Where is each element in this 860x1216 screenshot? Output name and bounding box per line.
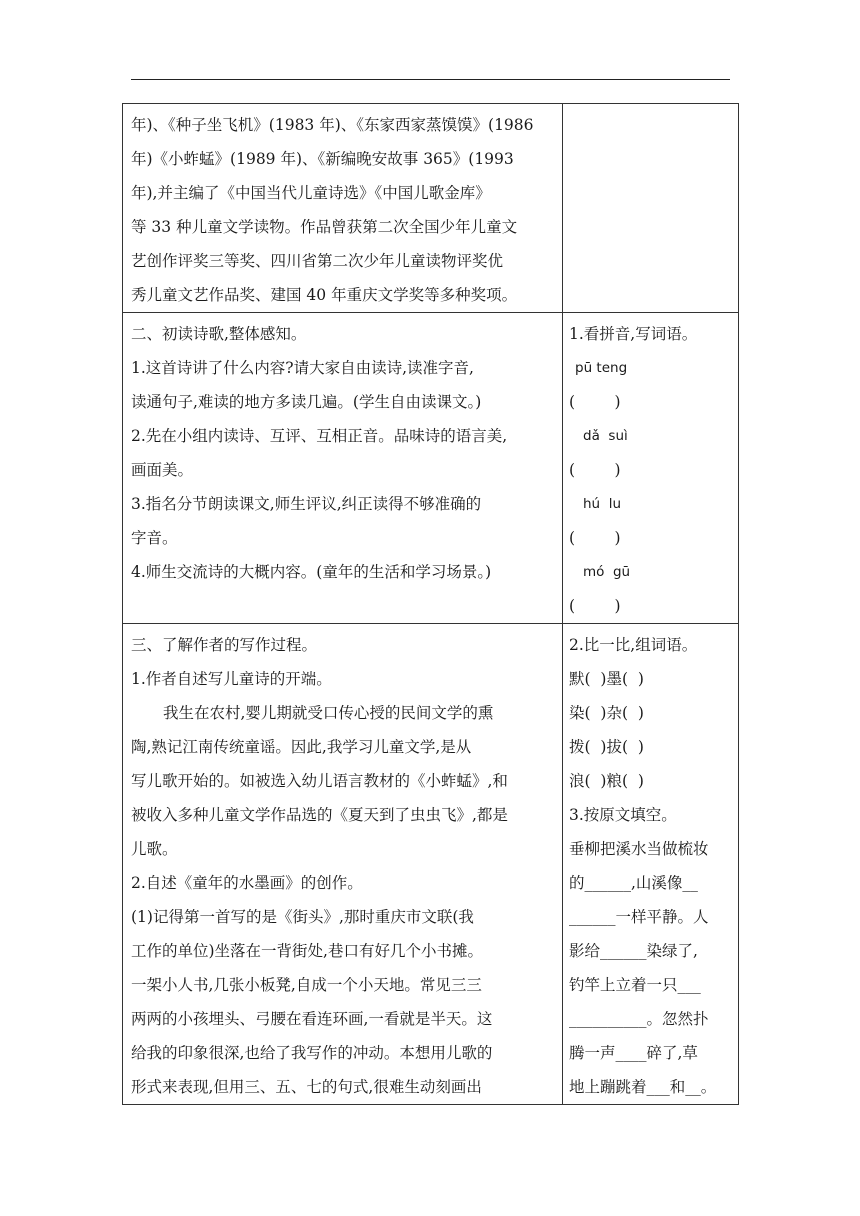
word-pair-blank[interactable]: 染( )杂( ) — [569, 704, 644, 722]
text-line: 陶,熟记江南传统童谣。因此,我学习儿童文学,是从 — [131, 738, 472, 756]
exercise-cell-empty — [563, 104, 739, 313]
text-line: 儿歌。 — [131, 840, 178, 858]
text-line: 字音。 — [131, 529, 178, 547]
word-pair-blank[interactable]: 拨( )拔( ) — [569, 738, 644, 756]
header-rule — [131, 79, 730, 80]
fill-blank-line: 垂柳把溪水当做梳妆 — [569, 840, 709, 858]
text-line: 被收入多种儿童文学作品选的《夏天到了虫虫飞》,都是 — [131, 806, 508, 824]
pinyin-label: hú lu — [583, 496, 622, 512]
exercise-title: 1.看拼音,写词语。 — [569, 325, 698, 343]
word-pair-blank[interactable]: 浪( )粮( ) — [569, 772, 644, 790]
text-line: 我生在农村,婴儿期就受口传心授的民间文学的熏 — [163, 704, 494, 722]
fill-blank-line[interactable]: 腾一声____碎了,草 — [569, 1044, 698, 1062]
fill-blank-line[interactable]: 影给______染绿了, — [569, 942, 698, 960]
exercise-title: 3.按原文填空。 — [569, 806, 677, 824]
text-line: 秀儿童文艺作品奖、建国 40 年重庆文学奖等多种奖项。 — [131, 286, 518, 304]
fill-blank-line[interactable]: 的______,山溪像__ — [569, 874, 698, 892]
exercise-cell — [563, 624, 739, 1105]
pinyin-label: dǎ suì — [583, 428, 628, 444]
answer-blank[interactable]: ( ) — [569, 597, 621, 615]
table-row — [123, 624, 739, 1105]
text-line: 读通句子,难读的地方多读几遍。(学生自由读课文。) — [131, 393, 482, 411]
text-line: 画面美。 — [131, 461, 194, 479]
text-line: 3.指名分节朗读课文,师生评议,纠正读得不够准确的 — [131, 495, 482, 513]
text-line: 工作的单位)坐落在一背街处,巷口有好几个小书摊。 — [131, 942, 483, 960]
answer-blank[interactable]: ( ) — [569, 461, 621, 479]
exercise-cell — [563, 313, 739, 624]
teaching-process-cell — [123, 313, 563, 624]
fill-blank-line[interactable]: 地上蹦跳着___和__。 — [569, 1078, 717, 1096]
table-row — [123, 104, 739, 313]
table-row — [123, 313, 739, 624]
text-line: 年)、《种子坐飞机》(1983 年)、《东家西家蒸馍馍》(1986 — [131, 116, 534, 134]
exercise-title: 2.比一比,组词语。 — [569, 636, 698, 654]
text-line: 4.师生交流诗的大概内容。(童年的生活和学习场景。) — [131, 563, 492, 581]
text-line: 给我的印象很深,也给了我写作的冲动。本想用儿歌的 — [131, 1044, 493, 1062]
text-line: 2.先在小组内读诗、互评、互相正音。品味诗的语言美, — [131, 427, 508, 445]
text-line: 一架小人书,几张小板凳,自成一个小天地。常见三三 — [131, 976, 482, 994]
fill-blank-line[interactable]: ______一样平静。人 — [569, 908, 709, 926]
text-line: 2.自述《童年的水墨画》的创作。 — [131, 874, 363, 892]
text-line: 年)《小蚱蜢》(1989 年)、《新编晚安故事 365》(1993 — [131, 150, 514, 168]
word-pair-blank[interactable]: 默( )墨( ) — [569, 670, 644, 688]
answer-blank[interactable]: ( ) — [569, 529, 621, 547]
answer-blank[interactable]: ( ) — [569, 393, 621, 411]
fill-blank-line[interactable]: 钓竿上立着一只___ — [569, 976, 701, 994]
text-line: 形式来表现,但用三、五、七的句式,很难生动刻画出 — [131, 1078, 482, 1096]
text-line: 年),并主编了《中国当代儿童诗选》《中国儿歌金库》 — [131, 184, 491, 202]
text-line: (1)记得第一首写的是《街头》,那时重庆市文联(我 — [131, 908, 474, 926]
text-line: 艺创作评奖三等奖、四川省第二次少年儿童读物评奖优 — [131, 252, 504, 270]
lesson-table — [122, 103, 739, 1105]
pinyin-label: pū teng — [575, 360, 628, 376]
section-heading: 三、了解作者的写作过程。 — [131, 636, 318, 654]
fill-blank-line[interactable]: __________。忽然扑 — [569, 1010, 709, 1028]
text-line: 等 33 种儿童文学读物。作品曾获第二次全国少年儿童文 — [131, 218, 518, 236]
teaching-process-cell — [123, 104, 563, 313]
text-line: 1.这首诗讲了什么内容?请大家自由读诗,读准字音, — [131, 359, 474, 377]
text-line: 两两的小孩埋头、弓腰在看连环画,一看就是半天。这 — [131, 1010, 493, 1028]
pinyin-label: mó gū — [583, 564, 631, 580]
text-line: 写儿歌开始的。如被选入幼儿语言教材的《小蚱蜢》,和 — [131, 772, 508, 790]
section-heading: 二、初读诗歌,整体感知。 — [131, 325, 307, 343]
teaching-process-cell — [123, 624, 563, 1105]
text-line: 1.作者自述写儿童诗的开端。 — [131, 670, 332, 688]
